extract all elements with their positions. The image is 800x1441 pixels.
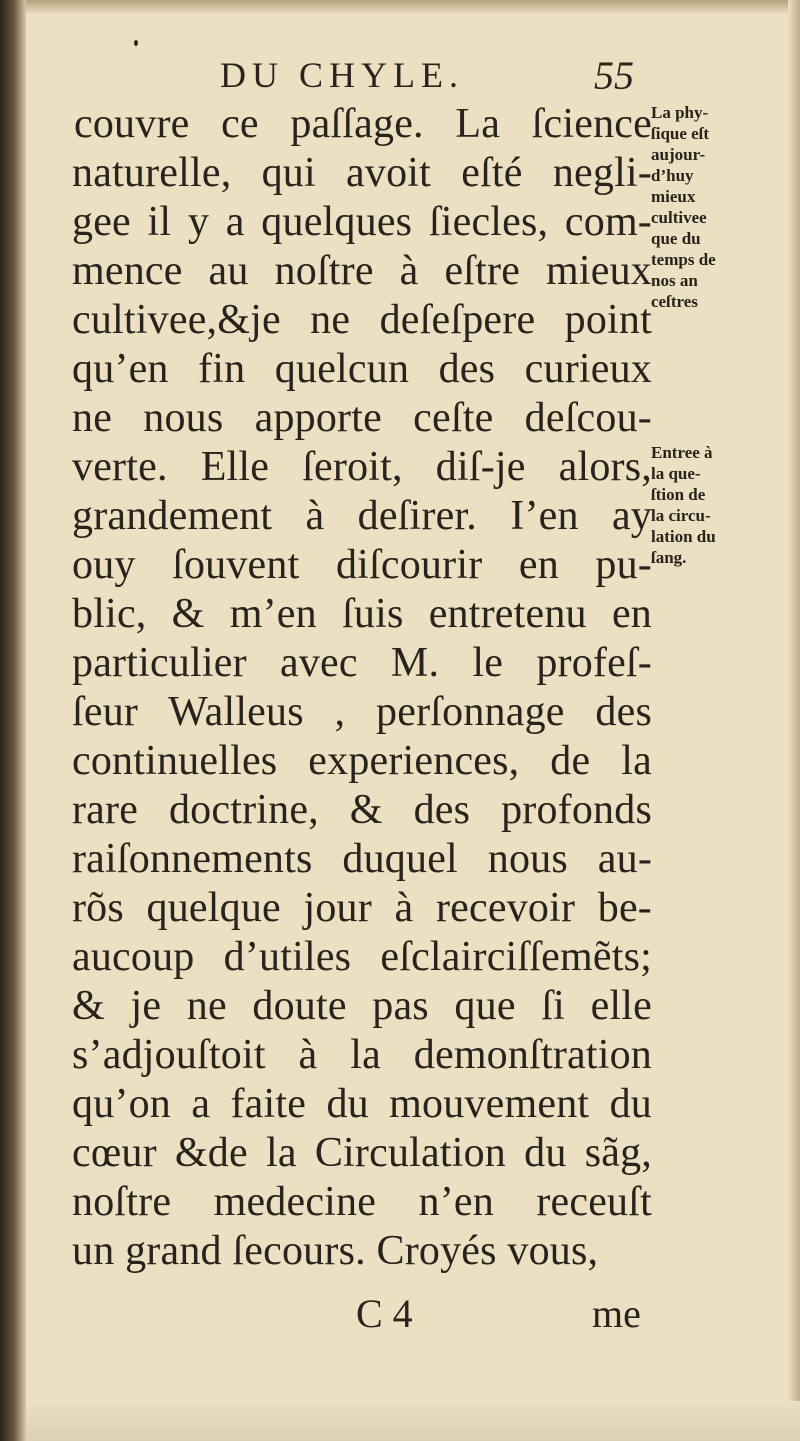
note-line: d’huy: [651, 166, 694, 185]
note-line: la circu-: [651, 506, 711, 525]
text-line: qu’en fin quelcun des curieux: [72, 346, 652, 392]
text-line: & je ne doute pas que ſi elle: [72, 983, 652, 1029]
note-line: temps de: [651, 250, 716, 269]
note-line: ceſtres: [651, 292, 698, 311]
note-line: ſique eſt: [651, 124, 710, 143]
right-edge-shadow: [788, 0, 800, 1441]
note-line: mieux: [651, 187, 696, 206]
bottom-edge-shadow: [0, 1401, 800, 1441]
running-head: DU CHYLE.: [220, 55, 464, 95]
note-line: aujour-: [651, 145, 706, 164]
note-line: lation du: [651, 527, 716, 546]
text-line: verte. Elle ſeroit, diſ-je alors,: [72, 444, 652, 490]
text-line: rare doctrine, & des profonds: [72, 787, 652, 833]
text-line: cultivee,&je ne deſeſpere point: [72, 297, 652, 343]
text-line: particulier avec M. le profeſ-: [72, 640, 652, 686]
gutter-shadow: [0, 0, 26, 1441]
note-line: que du: [651, 229, 701, 248]
text-line: continuelles experiences, de la: [72, 738, 652, 784]
page-footer: [0, 1290, 800, 1340]
text-line: ſeur Walleus , perſonnage des: [72, 689, 652, 735]
marginal-note-circulation: [651, 442, 761, 568]
note-line: ſtion de: [651, 485, 706, 504]
text-line: raiſonnements duquel nous au-: [72, 836, 652, 882]
signature-mark: C 4: [356, 1291, 413, 1336]
note-line: La phy-: [651, 103, 709, 122]
text-line: naturelle, qui avoit eſté negli-: [72, 150, 652, 196]
top-edge-shadow: [0, 0, 800, 14]
page-header: [0, 52, 800, 102]
text-line: un grand ſecours. Croyés vous,: [72, 1228, 599, 1274]
text-line: gee il y a quelques ſiecles, com-: [72, 199, 652, 245]
page-number: 55: [594, 53, 634, 98]
note-line: Entree à: [651, 443, 713, 462]
text-line: qu’on a faite du mouvement du: [72, 1081, 652, 1127]
text-line: rõs quelque jour à recevoir be-: [72, 885, 652, 931]
text-line: s’adjouſtoit à la demonſtration: [72, 1032, 652, 1078]
text-line: couvre ce paſſage. La ſcience: [74, 101, 652, 147]
note-line: nos an: [651, 271, 698, 290]
ink-speck: [134, 40, 138, 46]
note-line: cultivee: [651, 208, 707, 227]
text-line: blic, & m’en ſuis entretenu en: [72, 591, 652, 637]
text-line: aucoup d’utiles eſclairciſſemẽts;: [72, 934, 652, 980]
text-line: cœur &de la Circulation du sãg,: [72, 1130, 652, 1176]
text-line: grandement à deſirer. I’en ay: [72, 493, 652, 539]
note-line: ſang.: [651, 548, 687, 567]
text-line: noſtre medecine n’en receuſt: [72, 1179, 652, 1225]
marginal-note-physics: [651, 102, 761, 312]
text-line: ne nous apporte ceſte deſcou-: [72, 395, 652, 441]
note-line: la que-: [651, 464, 701, 483]
body-text: [72, 100, 652, 1276]
catchword: me: [592, 1291, 641, 1336]
text-line: mence au noſtre à eſtre mieux: [72, 248, 652, 294]
text-line: ouy ſouvent diſcourir en pu-: [72, 542, 652, 588]
